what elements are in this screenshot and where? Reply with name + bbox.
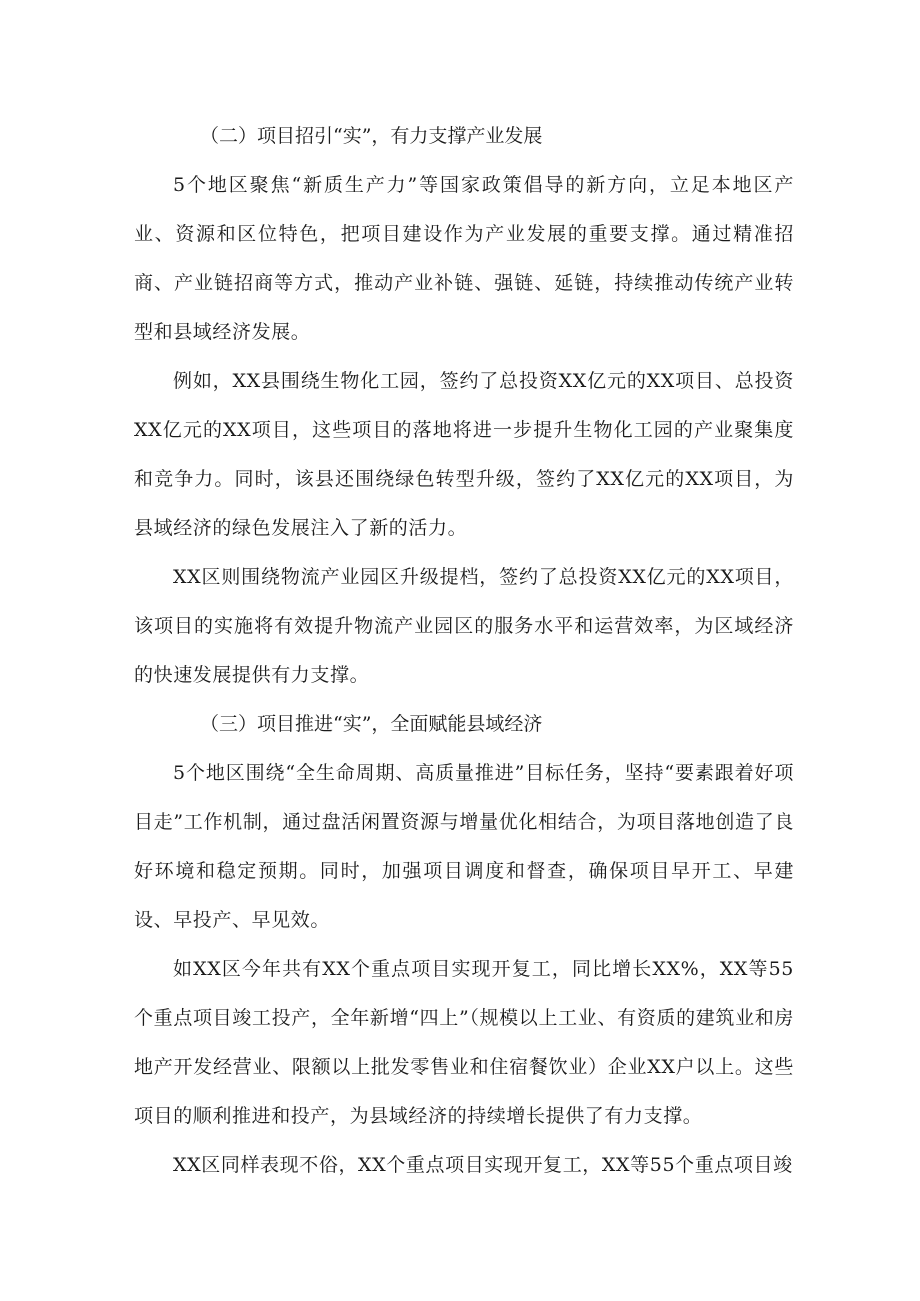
paragraph-focus-new-productivity: 5个地区聚焦“新质生产力”等国家政策倡导的新方向，立足本地区产业、资源和区位特色，把项目建设作为产业发展的重要支撑。通过精准招商、产业链招商等方式，推动产业补链、强链、延链，持续推动传统产业转型和县域经济发展。 [134,174,794,343]
paragraph-district-logistics-park: XX区则围绕物流产业园区升级提档，签约了总投资XX亿元的XX项目，该项目的实施将有效提升物流产业园区的服务水平和运营效率，为区域经济的快速发展提供有力支撑。 [134,566,794,686]
paragraph-district-also-strong: XX区同样表现不俗，XX个重点项目实现开复工，XX等55个重点项目竣 [173,1154,793,1176]
paragraph-full-lifecycle: 5个地区围绕“全生命周期、高质量推进”目标任务，坚持“要素跟着好项目走”工作机制，通过盘活闲置资源与增量优化相结合，为项目落地创造了良好环境和稳定预期。同时，加强项目调度和督查，确保项目早开工、早建设、早投产、早见效。 [134,762,794,931]
section-heading-2: （二）项目招引“实”，有力支撑产业发展 [200,125,543,147]
document-body [134,112,794,1190]
section-heading-3: （三）项目推进“实”，全面赋能县域经济 [200,713,543,735]
paragraph-county-biochem-park: 例如，XX县围绕生物化工园，签约了总投资XX亿元的XX项目、总投资XX亿元的XX项目，这些项目的落地将进一步提升生物化工园的产业聚集度和竞争力。同时，该县还围绕绿色转型升级，签约了XX亿元的XX项目，为县域经济的绿色发展注入了新的活力。 [134,370,794,539]
paragraph-district-key-projects: 如XX区今年共有XX个重点项目实现开复工，同比增长XX%，XX等55个重点项目竣工投产，全年新增“四上”（规模以上工业、有资质的建筑业和房地产开发经营业、限额以上批发零售业和住宿餐饮业）企业XX户以上。这些项目的顺利推进和投产，为县域经济的持续增长提供了有力支撑。 [134,958,794,1127]
